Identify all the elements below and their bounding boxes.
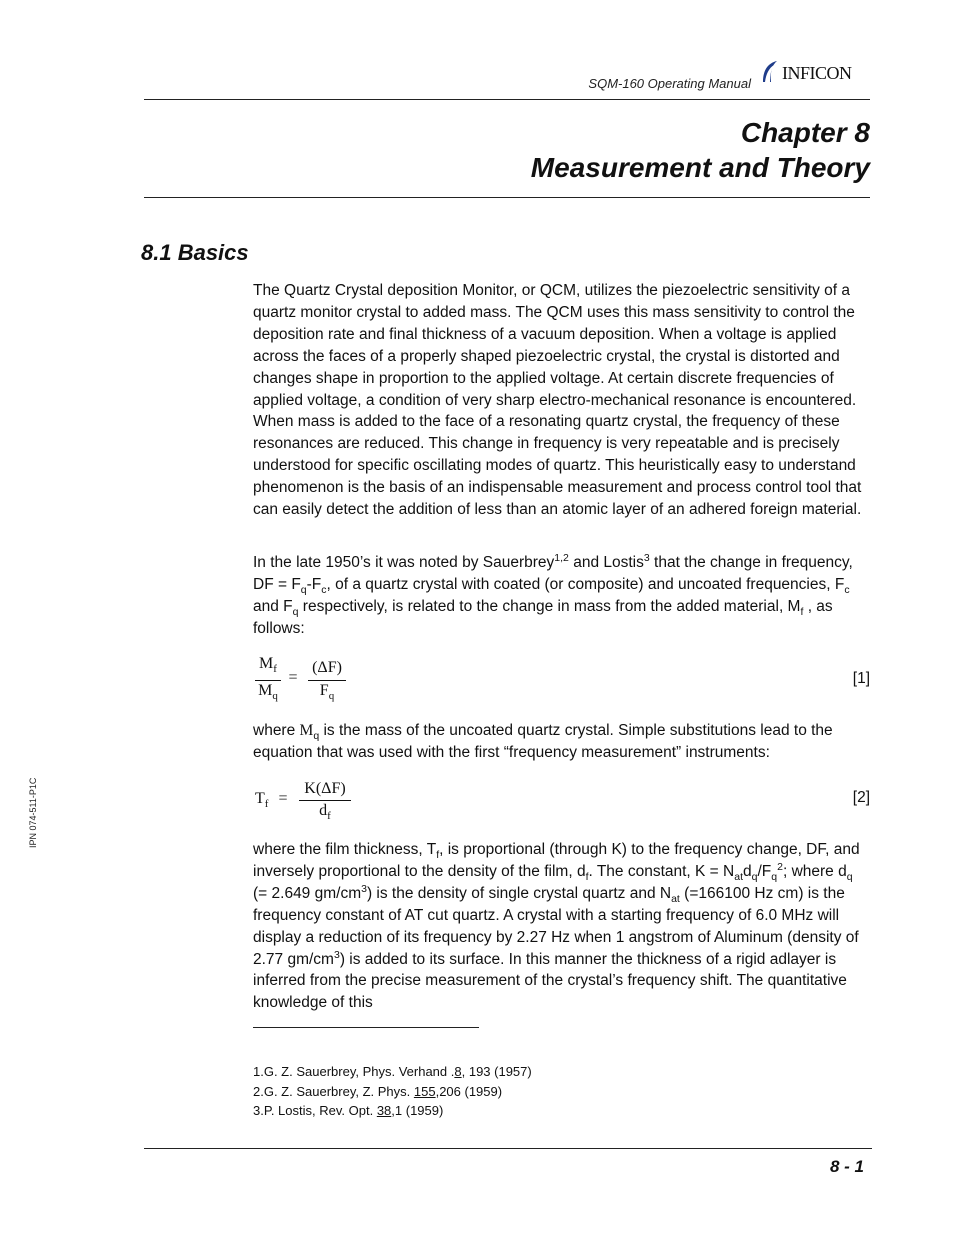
eq2-equals: =	[278, 790, 288, 807]
equation-1	[255, 655, 365, 707]
chapter-title: Measurement and Theory	[530, 152, 870, 183]
eq2-denominator: $d_f$	[319, 802, 331, 823]
footnote-3: 3.P. Lostis, Rev. Opt. 38,1 (1959)	[253, 1103, 444, 1118]
inficon-logo-icon	[760, 60, 780, 84]
footer-rule	[144, 1148, 872, 1149]
eq1-rhs-denominator: $F_q$	[319, 682, 335, 703]
header-rule	[144, 99, 870, 100]
equation-2	[255, 778, 365, 826]
chapter-heading	[531, 115, 870, 185]
eq2-lhs: $T_f$	[255, 790, 269, 811]
paragraph-sauerbrey: In the late 1950’s it was noted by Sauerbrey$^{1,2}$ and Lostis$^3$ that the change in frequency, DF = $F_q-F_c$, of a quartz crystal with coated (or composite) and uncoated frequencies, $F_c$ and $F_q$ respectively, is related to the change in mass from the added material, $M_f$ , as follows:	[253, 551, 853, 637]
eq1-lhs-numerator: $M_f$	[259, 655, 277, 676]
page-number: 8 - 1	[829, 1157, 864, 1176]
brand-logo	[760, 60, 872, 84]
equation-1-number: [1]	[852, 670, 870, 687]
paragraph-film-thickness: where the film thickness, $T_f$, is proportional (through K) to the frequency change, DF, and inversely proportional to the density of the film, $d_f$. The constant, $K = N_{at}d_q/F_q^2$; where $d_q$ (= 2.649 $gm/cm^3$) is the density of single crystal quartz and $N_{at}$ (=166100 Hz cm) is the frequency constant of AT cut quartz. A crystal with a starting frequency of 6.0 MHz will display a reduction of its frequency by 2.27 Hz when 1 angstrom of Aluminum (density of 2.77 $gm/cm^3$) is added to its surface. In this manner the thickness of a rigid adlayer is inferred from the precise measurement of the crystal’s frequency shift. The quantitative knowledge of this	[253, 841, 860, 1012]
eq1-lhs-fraction-bar	[255, 680, 281, 681]
manual-title: SQM-160 Operating Manual	[588, 76, 751, 91]
eq1-rhs-numerator: (ΔF)	[312, 659, 342, 676]
eq1-lhs-denominator: $M_q$	[258, 682, 278, 703]
footnotes	[253, 1062, 532, 1121]
section-title: 8.1 Basics	[141, 240, 249, 265]
brand-name: INFICON	[782, 63, 852, 83]
paragraph-intro: The Quartz Crystal deposition Monitor, or QCM, utilizes the piezoelectric sensitivity of a quartz monitor crystal to added mass. The QCM uses this mass sensitivity to control the deposition rate and final thickness of a vacuum deposition. When a voltage is applied across the faces of a properly shaped piezoelectric crystal, the crystal is distorted and changes shape in proportion to the applied voltage. At certain discrete frequencies of applied voltage, a condition of very sharp electro-mechanical resonance is encountered. When mass is added to the face of a resonating quartz crystal, the frequency of these resonances are reduced. This change in frequency is very repeatable and is precisely understood for specific oscillating modes of quartz. This heuristically easy to understand phenomenon is the basis of an indispensable measurement and process control tool that can easily detect the addition of less than an atomic layer of an adhered foreign material.	[253, 282, 862, 519]
footnote-2: 2.G. Z. Sauerbrey, Z. Phys. 155,206 (1959)	[253, 1083, 503, 1099]
eq2-numerator: K(ΔF)	[304, 780, 346, 797]
chapter-number: Chapter 8	[740, 117, 870, 148]
footnote-rule	[253, 1027, 479, 1028]
footnote-1: 1.G. Z. Sauerbrey, Phys. Verhand .8, 193 (1957)	[253, 1064, 532, 1079]
eq1-rhs-fraction-bar	[308, 680, 346, 681]
equation-2-number: [2]	[852, 789, 870, 806]
ipn-code: IPN 074-511-P1C	[28, 777, 38, 848]
chapter-rule	[144, 197, 870, 198]
eq1-equals: =	[288, 669, 298, 686]
paragraph-substitution: where $M_q$ is the mass of the uncoated quartz crystal. Simple substitutions lead to the equation that was used with the first “frequency measurement” instruments:	[253, 722, 833, 761]
eq2-fraction-bar	[299, 800, 351, 801]
